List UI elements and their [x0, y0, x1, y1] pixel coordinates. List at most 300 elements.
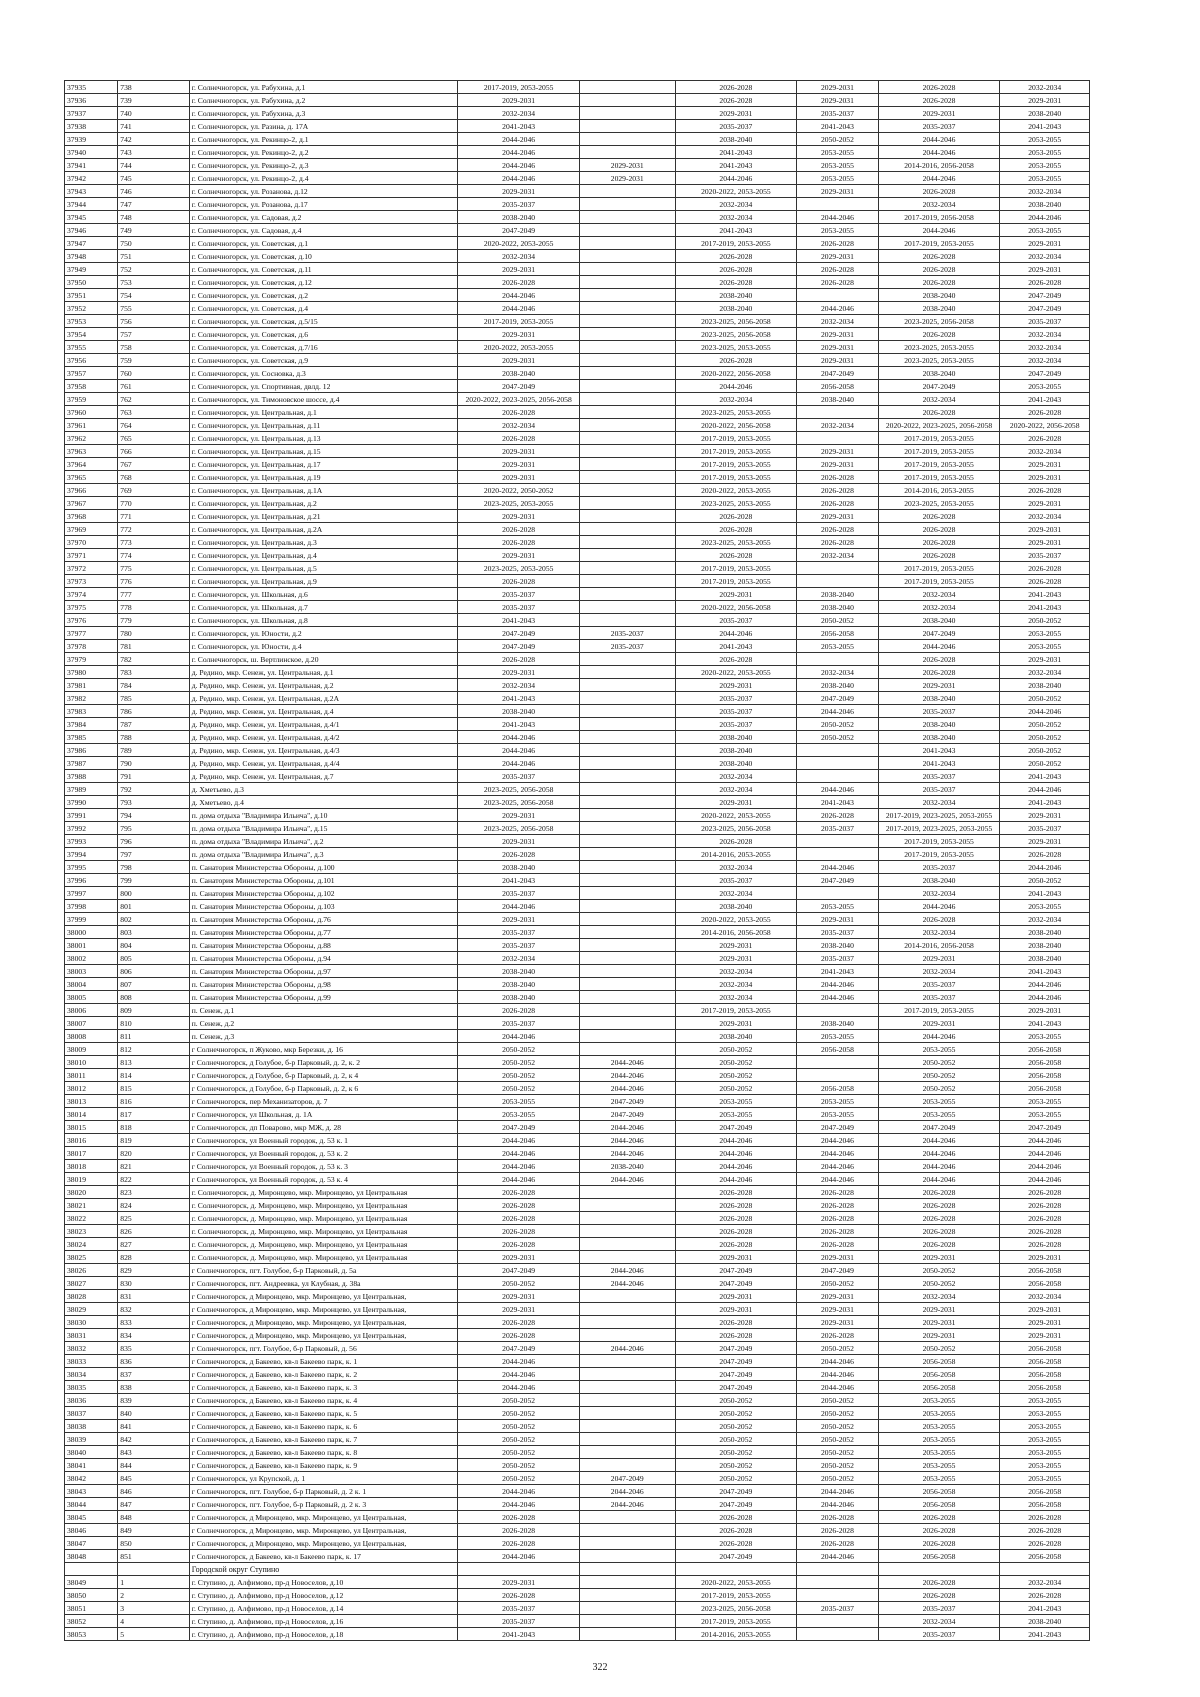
cell-period-2 — [579, 1394, 675, 1407]
cell-period-6: 2053-2055 — [1000, 224, 1090, 237]
cell-period-5: 2026-2028 — [878, 1186, 1000, 1199]
cell-period-1: 2038-2040 — [458, 861, 580, 874]
cell-address: г Солнечногорск, ул Школьная, д. 1А — [189, 1108, 458, 1121]
cell-period-3: 2047-2049 — [675, 1550, 797, 1563]
cell-period-4: 2050-2052 — [797, 1472, 878, 1485]
cell-period-2 — [579, 913, 675, 926]
cell-period-6: 2053-2055 — [1000, 1459, 1090, 1472]
cell-period-6: 2053-2055 — [1000, 1433, 1090, 1446]
cell-period-3: 2035-2037 — [675, 692, 797, 705]
cell-period-3: 2026-2028 — [675, 1212, 797, 1225]
cell-address: г Солнечногорск, д Бакеево, кв-л Бакеево парк, к. 9 — [189, 1459, 458, 1472]
cell-period-1: 2023-2025, 2053-2055 — [458, 497, 580, 510]
cell-period-1: 2029-2031 — [458, 809, 580, 822]
cell-period-3: 2029-2031 — [675, 107, 797, 120]
table-row — [65, 185, 1090, 198]
cell-period-3: 2044-2046 — [675, 1173, 797, 1186]
cell-period-4: 2038-2040 — [797, 601, 878, 614]
cell-period-3: 2017-2019, 2053-2055 — [675, 1589, 797, 1602]
cell-period-4: 2044-2046 — [797, 1173, 878, 1186]
cell-period-6: 2056-2058 — [1000, 1069, 1090, 1082]
cell-period-3: 2014-2016, 2056-2058 — [675, 926, 797, 939]
cell-row-number: 759 — [118, 354, 189, 367]
cell-address: г. Солнечногорск, ул. Школьная, д.7 — [189, 601, 458, 614]
cell-row-number: 746 — [118, 185, 189, 198]
cell-address: г. Солнечногорск, ул. Советская, д.5/15 — [189, 315, 458, 328]
cell-period-6: 2032-2034 — [1000, 1576, 1090, 1589]
table-row — [65, 1160, 1090, 1173]
cell-period-5: 2035-2037 — [878, 770, 1000, 783]
table-row — [65, 952, 1090, 965]
cell-period-2: 2035-2037 — [579, 640, 675, 653]
cell-period-4: 2026-2028 — [797, 237, 878, 250]
cell-row-id: 38042 — [65, 1472, 118, 1485]
cell-period-2 — [579, 1368, 675, 1381]
cell-period-6: 2047-2049 — [1000, 302, 1090, 315]
cell-period-5: 2038-2040 — [878, 731, 1000, 744]
cell-row-id: 37989 — [65, 783, 118, 796]
cell-address: п. Санатория Министерства Обороны, д.101 — [189, 874, 458, 887]
cell-period-4: 2026-2028 — [797, 497, 878, 510]
table-row — [65, 133, 1090, 146]
cell-row-number: 757 — [118, 328, 189, 341]
table-row — [65, 263, 1090, 276]
cell-period-4: 2056-2058 — [797, 380, 878, 393]
cell-period-5: 2053-2055 — [878, 1446, 1000, 1459]
cell-period-1: 2035-2037 — [458, 939, 580, 952]
table-row — [65, 354, 1090, 367]
cell-period-2: 2044-2046 — [579, 1342, 675, 1355]
cell-period-3: 2029-2031 — [675, 679, 797, 692]
cell-period-6: 2026-2028 — [1000, 406, 1090, 419]
cell-period-4: 2044-2046 — [797, 1160, 878, 1173]
cell-row-id: 37983 — [65, 705, 118, 718]
cell-row-id: 37951 — [65, 289, 118, 302]
cell-period-1: 2044-2046 — [458, 172, 580, 185]
cell-address: г Солнечногорск, пер Механизаторов, д. 7 — [189, 1095, 458, 1108]
cell-period-1: 2017-2019, 2053-2055 — [458, 81, 580, 94]
cell-period-3: 2035-2037 — [675, 614, 797, 627]
cell-period-6: 2053-2055 — [1000, 172, 1090, 185]
cell-period-5: 2017-2019, 2053-2055 — [878, 458, 1000, 471]
cell-period-4 — [797, 835, 878, 848]
cell-row-id: 37937 — [65, 107, 118, 120]
cell-period-2 — [579, 1446, 675, 1459]
cell-address: г Солнечногорск, пгт. Голубое, б-р Парковый, д. 5а — [189, 1264, 458, 1277]
cell-period-4: 2044-2046 — [797, 861, 878, 874]
table-row — [65, 1394, 1090, 1407]
cell-period-4: 2026-2028 — [797, 1537, 878, 1550]
cell-period-2 — [579, 250, 675, 263]
cell-period-4: 2035-2037 — [797, 926, 878, 939]
cell-row-number: 809 — [118, 1004, 189, 1017]
cell-period-6: 2050-2052 — [1000, 757, 1090, 770]
cell-period-5: 2050-2052 — [878, 1277, 1000, 1290]
cell-row-number: 845 — [118, 1472, 189, 1485]
cell-period-3: 2047-2049 — [675, 1342, 797, 1355]
cell-period-5: 2026-2028 — [878, 653, 1000, 666]
cell-period-1: 2044-2046 — [458, 1368, 580, 1381]
cell-period-2 — [579, 237, 675, 250]
cell-period-3: 2050-2052 — [675, 1433, 797, 1446]
cell-period-1: 2041-2043 — [458, 718, 580, 731]
cell-period-5: 2032-2034 — [878, 1615, 1000, 1628]
cell-row-id: 38018 — [65, 1160, 118, 1173]
table-row — [65, 159, 1090, 172]
cell-period-5: 2050-2052 — [878, 1069, 1000, 1082]
cell-period-5: 2044-2046 — [878, 133, 1000, 146]
table-row — [65, 380, 1090, 393]
cell-period-1: 2020-2022, 2023-2025, 2056-2058 — [458, 393, 580, 406]
cell-period-5: 2026-2028 — [878, 1524, 1000, 1537]
cell-row-number: 842 — [118, 1433, 189, 1446]
cell-period-5: 2050-2052 — [878, 1264, 1000, 1277]
cell-period-1: 2029-2031 — [458, 1576, 580, 1589]
cell-period-4: 2038-2040 — [797, 679, 878, 692]
cell-period-2 — [579, 809, 675, 822]
cell-period-3: 2050-2052 — [675, 1407, 797, 1420]
cell-period-2 — [579, 315, 675, 328]
cell-period-3: 2020-2022, 2053-2055 — [675, 185, 797, 198]
cell-period-2 — [579, 1511, 675, 1524]
table-row — [65, 432, 1090, 445]
cell-row-number: 740 — [118, 107, 189, 120]
table-row — [65, 757, 1090, 770]
cell-period-1: 2044-2046 — [458, 1485, 580, 1498]
cell-period-3: 2035-2037 — [675, 874, 797, 887]
cell-period-1: 2029-2031 — [458, 354, 580, 367]
cell-address: г. Солнечногорск, д. Миронцево, мкр. Миронцево, ул Центральная — [189, 1212, 458, 1225]
cell-row-id: 37991 — [65, 809, 118, 822]
cell-row-number: 819 — [118, 1134, 189, 1147]
cell-period-3: 2026-2028 — [675, 510, 797, 523]
cell-period-3: 2050-2052 — [675, 1056, 797, 1069]
cell-period-5: 2026-2028 — [878, 406, 1000, 419]
table-row — [65, 1056, 1090, 1069]
cell-period-4: 2029-2031 — [797, 250, 878, 263]
table-row — [65, 653, 1090, 666]
cell-period-1: 2029-2031 — [458, 549, 580, 562]
table-row — [65, 172, 1090, 185]
cell-address: г. Солнечногорск, ул. Тимоновское шоссе, д.4 — [189, 393, 458, 406]
cell-period-2: 2044-2046 — [579, 1498, 675, 1511]
cell-row-id: 37956 — [65, 354, 118, 367]
table-row — [65, 497, 1090, 510]
cell-period-4: 2026-2028 — [797, 1329, 878, 1342]
cell-period-5: 2035-2037 — [878, 1628, 1000, 1641]
cell-address: г. Солнечногорск, ул. Центральная, д.19 — [189, 471, 458, 484]
section-title: Городской округ Ступино — [189, 1563, 458, 1576]
cell-period-2 — [579, 1459, 675, 1472]
table-row — [65, 471, 1090, 484]
cell-period-4: 2044-2046 — [797, 1368, 878, 1381]
cell-period-6: 2047-2049 — [1000, 1121, 1090, 1134]
cell-period-3: 2038-2040 — [675, 1030, 797, 1043]
cell-row-id: 38050 — [65, 1589, 118, 1602]
cell-period-4 — [797, 406, 878, 419]
cell-period-3: 2029-2031 — [675, 588, 797, 601]
cell-period-1: 2044-2046 — [458, 1498, 580, 1511]
cell-period-2 — [579, 497, 675, 510]
cell-period-6: 2053-2055 — [1000, 1472, 1090, 1485]
cell-period-6: 2029-2031 — [1000, 237, 1090, 250]
table-row — [65, 731, 1090, 744]
cell-row-id: 37996 — [65, 874, 118, 887]
cell-period-2: 2044-2046 — [579, 1134, 675, 1147]
cell-period-5: 2035-2037 — [878, 991, 1000, 1004]
cell-row-id: 37945 — [65, 211, 118, 224]
cell-period-6: 2029-2031 — [1000, 94, 1090, 107]
cell-period-5: 2026-2028 — [878, 328, 1000, 341]
cell-period-3: 2029-2031 — [675, 1303, 797, 1316]
cell-address: д. Редино, мкр. Сенеж, ул. Центральная, д.1 — [189, 666, 458, 679]
cell-period-3: 2047-2049 — [675, 1355, 797, 1368]
table-row — [65, 1225, 1090, 1238]
cell-period-3: 2017-2019, 2053-2055 — [675, 575, 797, 588]
cell-period-1: 2026-2028 — [458, 1212, 580, 1225]
cell-period-3: 2044-2046 — [675, 1147, 797, 1160]
cell-period-1: 2026-2028 — [458, 276, 580, 289]
cell-row-number: 795 — [118, 822, 189, 835]
cell-row-id: 38041 — [65, 1459, 118, 1472]
cell-period-2 — [579, 289, 675, 302]
cell-row-id: 37977 — [65, 627, 118, 640]
cell-row-id: 38016 — [65, 1134, 118, 1147]
table-row — [65, 1368, 1090, 1381]
cell-row-number: 846 — [118, 1485, 189, 1498]
cell-row-number: 834 — [118, 1329, 189, 1342]
cell-row-id: 38052 — [65, 1615, 118, 1628]
cell-row-number: 769 — [118, 484, 189, 497]
cell-row-number: 744 — [118, 159, 189, 172]
cell-row-number: 786 — [118, 705, 189, 718]
cell-period-3: 2017-2019, 2053-2055 — [675, 471, 797, 484]
cell-period-5: 2053-2055 — [878, 1043, 1000, 1056]
cell-row-id: 37944 — [65, 198, 118, 211]
cell-period-5: 2029-2031 — [878, 1303, 1000, 1316]
cell-row-id: 38006 — [65, 1004, 118, 1017]
cell-period-6: 2041-2043 — [1000, 601, 1090, 614]
cell-address: г. Солнечногорск, ул. Рекинцо-2, д.2 — [189, 146, 458, 159]
cell-address: г. Солнечногорск, ул. Советская, д.11 — [189, 263, 458, 276]
table-row — [65, 1173, 1090, 1186]
cell-address: г Солнечногорск, д Бакеево, кв-л Бакеево парк, к. 6 — [189, 1420, 458, 1433]
cell-period-3: 2023-2025, 2056-2058 — [675, 822, 797, 835]
cell-row-number: 767 — [118, 458, 189, 471]
cell-period-6: 2044-2046 — [1000, 1134, 1090, 1147]
cell-period-5: 2032-2034 — [878, 887, 1000, 900]
cell-period-2: 2044-2046 — [579, 1082, 675, 1095]
cell-period-2 — [579, 705, 675, 718]
cell-period-3: 2020-2022, 2056-2058 — [675, 367, 797, 380]
cell-period-5: 2029-2031 — [878, 1251, 1000, 1264]
cell-period-2 — [579, 107, 675, 120]
cell-period-4: 2026-2028 — [797, 1524, 878, 1537]
cell-address: г Солнечногорск, д Бакеево, кв-л Бакеево парк, к. 4 — [189, 1394, 458, 1407]
cell-row-number: 758 — [118, 341, 189, 354]
cell-period-2 — [579, 1303, 675, 1316]
cell-address: г. Солнечногорск, ул. Садовая, д.4 — [189, 224, 458, 237]
cell-period-1: 2047-2049 — [458, 380, 580, 393]
cell-period-6: 2053-2055 — [1000, 159, 1090, 172]
cell-period-6: 2029-2031 — [1000, 523, 1090, 536]
cell-period-3: 2041-2043 — [675, 224, 797, 237]
cell-row-number: 838 — [118, 1381, 189, 1394]
cell-period-3: 2041-2043 — [675, 640, 797, 653]
cell-period-4 — [797, 1056, 878, 1069]
cell-row-number: 755 — [118, 302, 189, 315]
cell-row-number: 843 — [118, 1446, 189, 1459]
cell-period-4: 2044-2046 — [797, 978, 878, 991]
cell-period-6: 2053-2055 — [1000, 627, 1090, 640]
cell-address: г Солнечногорск, д Бакеево, кв-л Бакеево парк, к. 8 — [189, 1446, 458, 1459]
section-empty-cell — [118, 1563, 189, 1576]
cell-period-3: 2050-2052 — [675, 1043, 797, 1056]
cell-row-number: 783 — [118, 666, 189, 679]
cell-period-5: 2053-2055 — [878, 1433, 1000, 1446]
cell-period-3: 2026-2028 — [675, 835, 797, 848]
cell-period-1: 2029-2031 — [458, 510, 580, 523]
cell-period-6: 2041-2043 — [1000, 588, 1090, 601]
cell-address: г Солнечногорск, д Бакеево, кв-л Бакеево парк, к. 5 — [189, 1407, 458, 1420]
cell-address: г Солнечногорск, д Бакеево, кв-л Бакеево парк, к. 2 — [189, 1368, 458, 1381]
cell-period-2 — [579, 120, 675, 133]
cell-period-2: 2038-2040 — [579, 1160, 675, 1173]
table-row — [65, 809, 1090, 822]
cell-period-1: 2050-2052 — [458, 1056, 580, 1069]
cell-period-6: 2026-2028 — [1000, 1511, 1090, 1524]
cell-period-4: 2047-2049 — [797, 874, 878, 887]
table-row — [65, 289, 1090, 302]
table-row — [65, 1511, 1090, 1524]
cell-period-2: 2047-2049 — [579, 1095, 675, 1108]
cell-row-number: 811 — [118, 1030, 189, 1043]
cell-period-6: 2026-2028 — [1000, 1186, 1090, 1199]
cell-address: д. Хметьево, д.4 — [189, 796, 458, 809]
cell-period-4: 2026-2028 — [797, 536, 878, 549]
cell-row-number: 817 — [118, 1108, 189, 1121]
cell-period-6: 2020-2022, 2056-2058 — [1000, 419, 1090, 432]
cell-period-4: 2035-2037 — [797, 1602, 878, 1615]
cell-period-6: 2053-2055 — [1000, 133, 1090, 146]
table-row — [65, 419, 1090, 432]
section-row — [65, 1563, 1090, 1576]
cell-period-5: 2035-2037 — [878, 978, 1000, 991]
cell-period-2 — [579, 692, 675, 705]
cell-period-2 — [579, 1420, 675, 1433]
cell-period-1: 2038-2040 — [458, 367, 580, 380]
cell-address: г. Солнечногорск, ул. Центральная, д.5 — [189, 562, 458, 575]
cell-row-id: 37962 — [65, 432, 118, 445]
cell-period-6: 2032-2034 — [1000, 328, 1090, 341]
cell-row-number: 771 — [118, 510, 189, 523]
cell-period-1: 2035-2037 — [458, 1615, 580, 1628]
cell-row-number: 818 — [118, 1121, 189, 1134]
table-row — [65, 198, 1090, 211]
cell-period-4: 2029-2031 — [797, 1316, 878, 1329]
cell-row-number: 801 — [118, 900, 189, 913]
cell-row-id: 37943 — [65, 185, 118, 198]
table-row — [65, 302, 1090, 315]
cell-row-id: 38029 — [65, 1303, 118, 1316]
cell-period-6: 2029-2031 — [1000, 1316, 1090, 1329]
cell-period-1: 2026-2028 — [458, 1199, 580, 1212]
cell-period-4: 2041-2043 — [797, 965, 878, 978]
cell-address: г. Ступино, д. Алфимово, пр-д Новоселов, д.18 — [189, 1628, 458, 1641]
cell-period-2 — [579, 783, 675, 796]
cell-address: г Солнечногорск, д Голубое, б-р Парковый, д. 2, к 4 — [189, 1069, 458, 1082]
cell-period-5: 2032-2034 — [878, 796, 1000, 809]
table-row — [65, 445, 1090, 458]
cell-period-6: 2026-2028 — [1000, 1589, 1090, 1602]
cell-period-6: 2047-2049 — [1000, 289, 1090, 302]
cell-period-2 — [579, 731, 675, 744]
cell-address: г. Солнечногорск, д. Миронцево, мкр. Миронцево, ул Центральная — [189, 1199, 458, 1212]
cell-period-2 — [579, 1238, 675, 1251]
cell-row-id: 37957 — [65, 367, 118, 380]
cell-period-4: 2050-2052 — [797, 614, 878, 627]
cell-period-2 — [579, 601, 675, 614]
cell-period-5: 2029-2031 — [878, 1017, 1000, 1030]
cell-period-1: 2038-2040 — [458, 978, 580, 991]
cell-period-5: 2023-2025, 2056-2058 — [878, 315, 1000, 328]
cell-period-1: 2044-2046 — [458, 1134, 580, 1147]
cell-period-6: 2026-2028 — [1000, 276, 1090, 289]
section-empty-cell — [458, 1563, 580, 1576]
cell-period-4: 2029-2031 — [797, 1290, 878, 1303]
cell-period-3: 2026-2028 — [675, 250, 797, 263]
cell-address: г Солнечногорск, п Жуково, мкр Березки, д. 16 — [189, 1043, 458, 1056]
cell-period-5: 2044-2046 — [878, 224, 1000, 237]
cell-address: п. дома отдыха "Владимира Ильича", д.15 — [189, 822, 458, 835]
cell-period-4: 2047-2049 — [797, 1264, 878, 1277]
cell-period-1: 2044-2046 — [458, 289, 580, 302]
cell-period-5: 2044-2046 — [878, 172, 1000, 185]
cell-address: г. Солнечногорск, ул. Центральная, д.1 — [189, 406, 458, 419]
cell-period-6: 2053-2055 — [1000, 640, 1090, 653]
table-row — [65, 1433, 1090, 1446]
cell-period-6: 2044-2046 — [1000, 1147, 1090, 1160]
cell-period-2 — [579, 1537, 675, 1550]
cell-row-id: 37950 — [65, 276, 118, 289]
cell-period-6: 2029-2031 — [1000, 1251, 1090, 1264]
cell-period-3: 2017-2019, 2053-2055 — [675, 445, 797, 458]
cell-row-id: 38001 — [65, 939, 118, 952]
cell-address: г. Солнечногорск, ул. Советская, д.2 — [189, 289, 458, 302]
cell-row-id: 37936 — [65, 94, 118, 107]
cell-row-id: 37971 — [65, 549, 118, 562]
cell-period-4: 2047-2049 — [797, 692, 878, 705]
cell-row-number: 760 — [118, 367, 189, 380]
cell-row-number: 1 — [118, 1576, 189, 1589]
cell-period-5: 2038-2040 — [878, 692, 1000, 705]
cell-row-number: 805 — [118, 952, 189, 965]
cell-period-3: 2032-2034 — [675, 887, 797, 900]
table-row — [65, 1498, 1090, 1511]
cell-row-number: 808 — [118, 991, 189, 1004]
cell-period-5: 2026-2028 — [878, 536, 1000, 549]
cell-period-1: 2026-2028 — [458, 1186, 580, 1199]
cell-period-1: 2029-2031 — [458, 94, 580, 107]
cell-period-5: 2026-2028 — [878, 523, 1000, 536]
cell-period-1: 2035-2037 — [458, 1602, 580, 1615]
table-row — [65, 1459, 1090, 1472]
cell-period-2 — [579, 406, 675, 419]
cell-row-number: 802 — [118, 913, 189, 926]
cell-address: г. Солнечногорск, ул. Советская, д.4 — [189, 302, 458, 315]
cell-period-3: 2032-2034 — [675, 198, 797, 211]
cell-period-5: 2050-2052 — [878, 1342, 1000, 1355]
